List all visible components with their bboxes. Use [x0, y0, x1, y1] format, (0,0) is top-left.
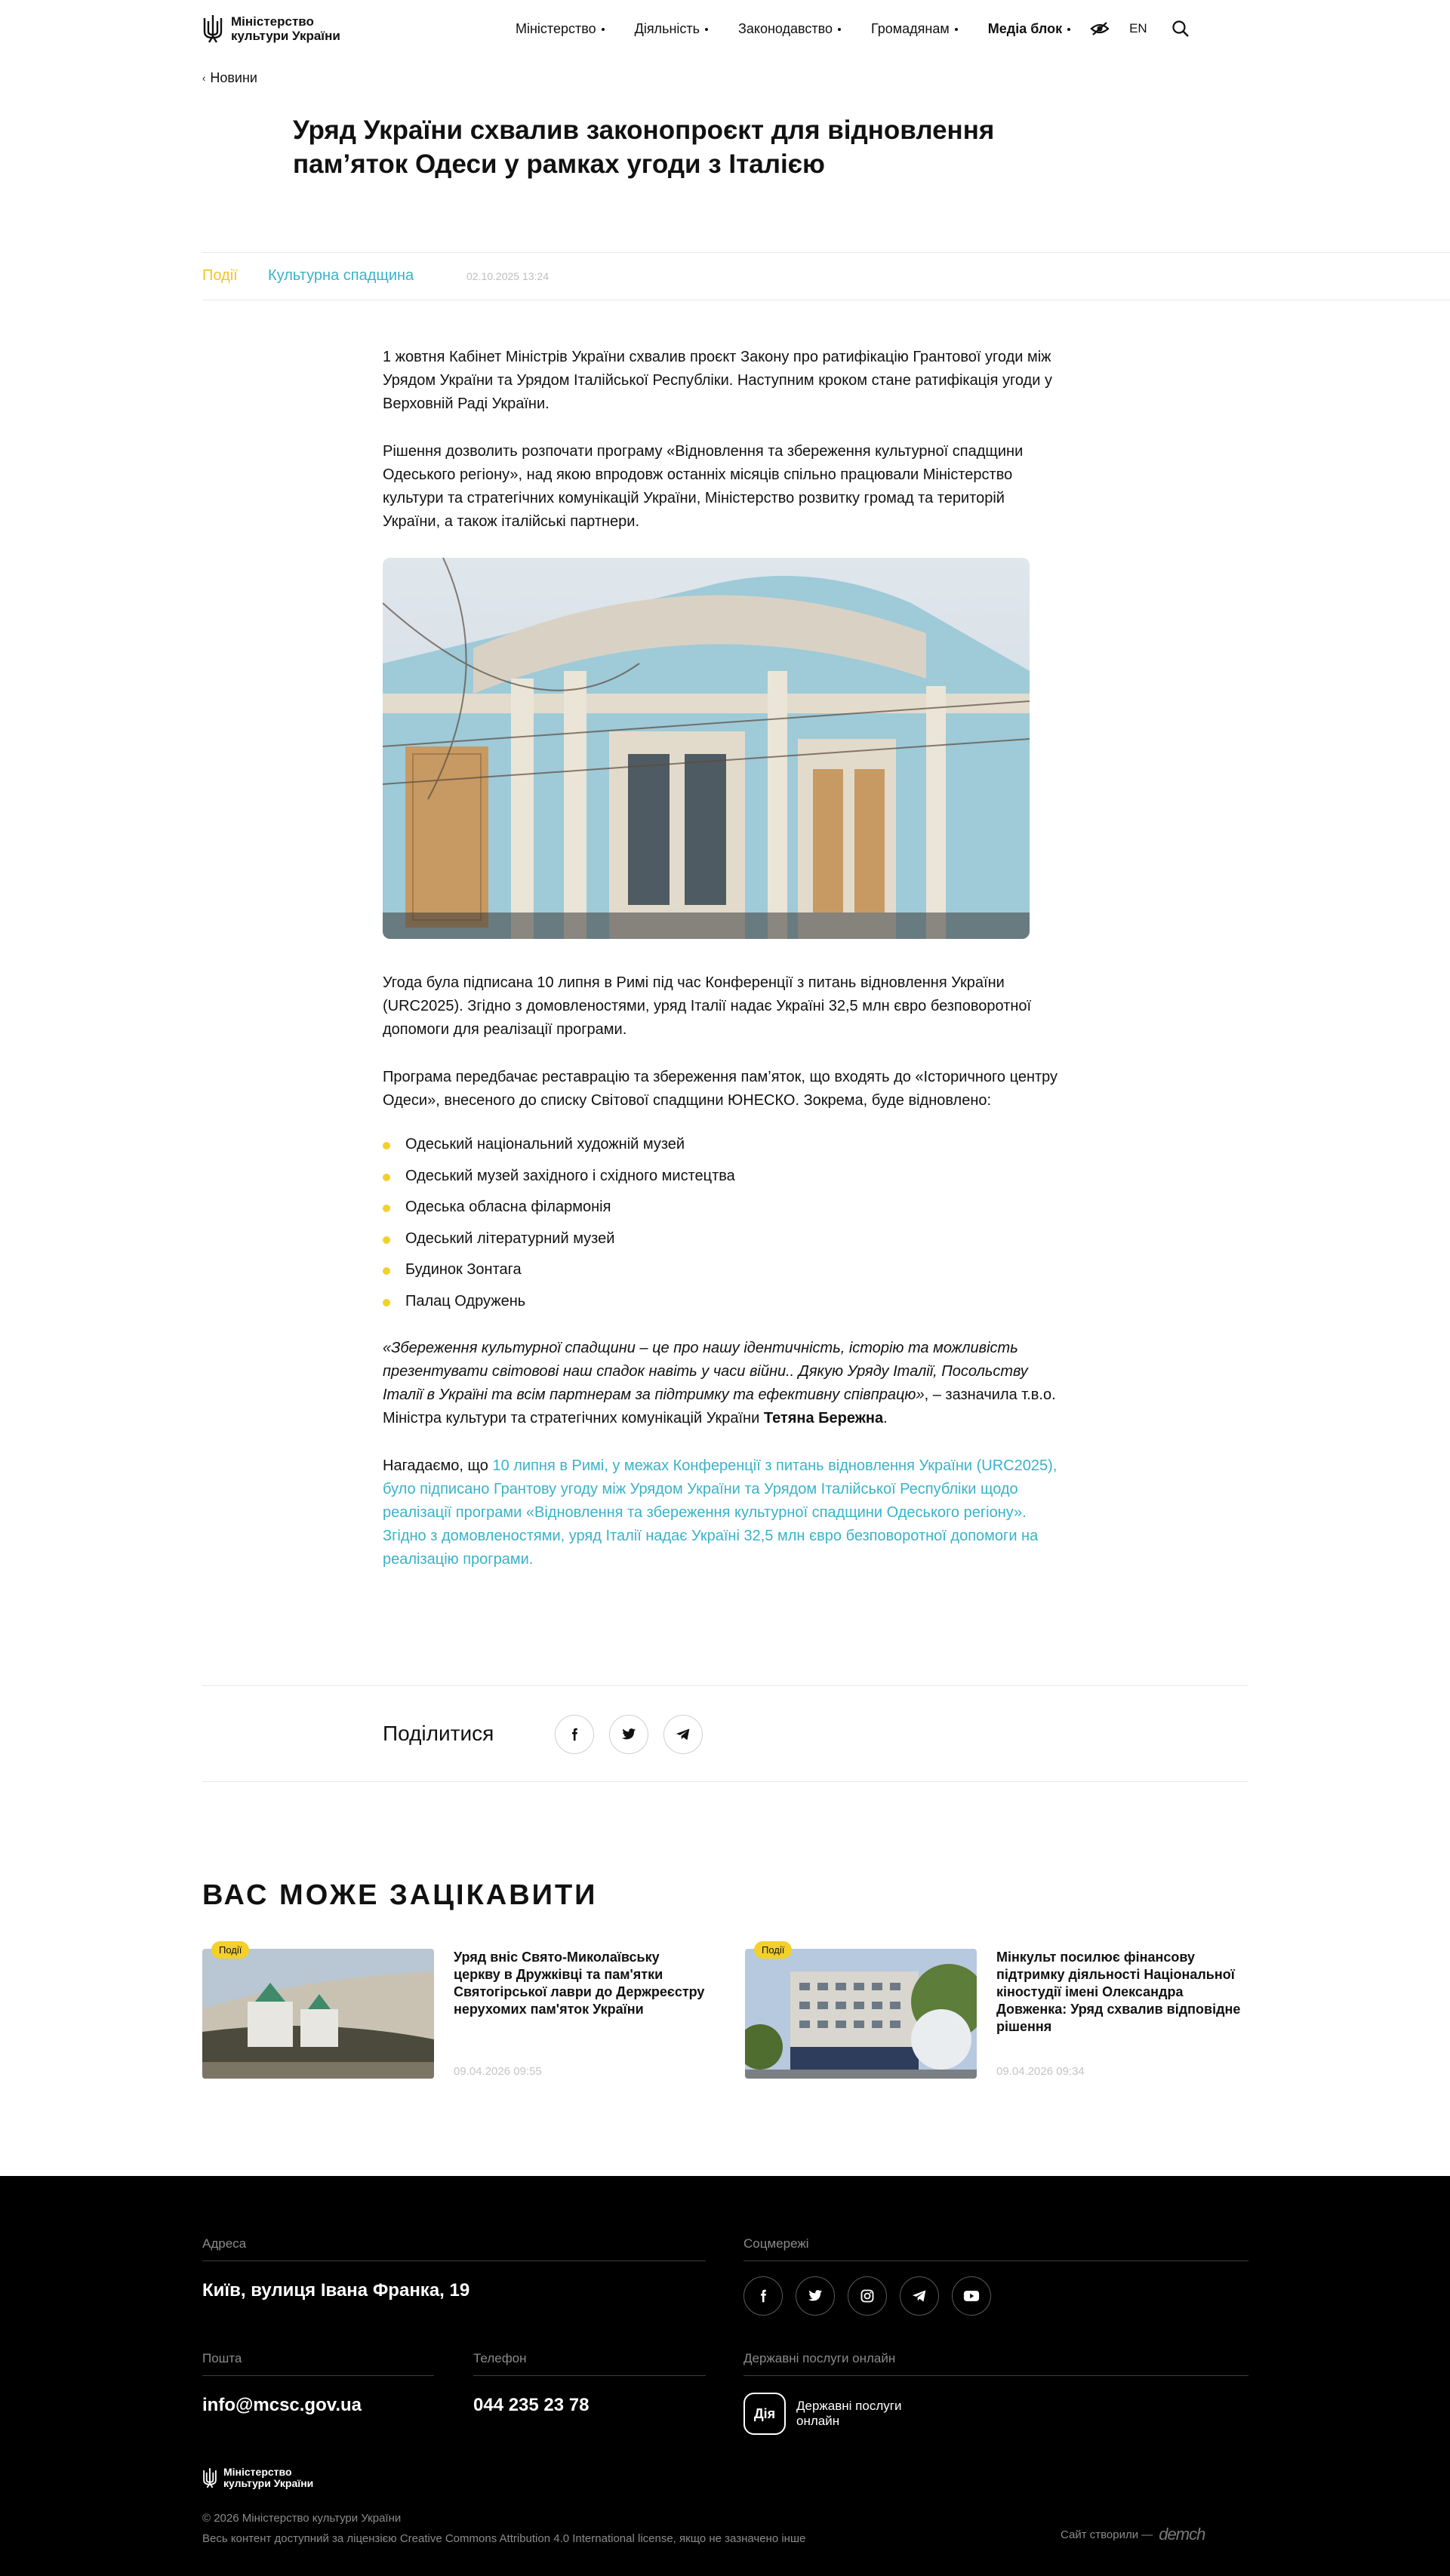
list-item: Одеський національний художній музей — [383, 1129, 1062, 1161]
nav-item-ministry[interactable]: Міністерство — [516, 21, 605, 37]
quote-author: Тетяна Бережна — [763, 1409, 884, 1426]
related-card[interactable] — [745, 1944, 1248, 2081]
diia-link[interactable] — [743, 2393, 925, 2435]
related-title: ВАС МОЖЕ ЗАЦІКАВИТИ — [202, 1879, 598, 1911]
list-item: Одеський музей західного і східного мистецтва — [383, 1161, 1062, 1193]
telegram-icon[interactable] — [663, 1715, 703, 1754]
nav-item-legislation[interactable]: Законодавство — [738, 21, 841, 37]
studio-logo: demch — [1159, 2525, 1205, 2544]
accessibility-eye-icon[interactable] — [1090, 21, 1110, 36]
twitter-icon[interactable] — [609, 1715, 648, 1754]
article-meta — [202, 252, 1450, 300]
related-card-image — [745, 1949, 977, 2079]
divider — [202, 2375, 434, 2376]
site-header — [0, 0, 1450, 60]
chevron-down-icon — [838, 28, 841, 31]
list-item: Одеська обласна філармонія — [383, 1192, 1062, 1223]
nav-item-media[interactable]: Медіа блок — [988, 21, 1070, 37]
search-icon[interactable] — [1171, 20, 1190, 38]
trident-icon — [202, 2467, 217, 2489]
chevron-left-icon: ‹ — [202, 72, 206, 84]
social-label: Соцмережі — [743, 2236, 809, 2251]
youtube-icon[interactable] — [952, 2276, 991, 2316]
article-paragraph: Рішення дозволить розпочати програму «Відновлення та збереження культурної спадщини Одеського регіону», над якою впродовж останніх місяців спільно працювали Міністерство культури та стратегічних комунікацій України, Міністерство розвитку громад та територій України, а також італійські партнери. — [383, 443, 1024, 530]
list-item: Одеський літературний музей — [383, 1223, 1062, 1255]
facebook-icon[interactable] — [743, 2276, 783, 2316]
category-link-heritage[interactable]: Культурна спадщина — [268, 267, 414, 284]
license-text: Весь контент доступний за ліцензією Creative Commons Attribution 4.0 International license, якщо не зазначено інше — [202, 2532, 806, 2545]
nav-item-citizens[interactable]: Громадянам — [871, 21, 958, 37]
nav-item-activity[interactable]: Діяльність — [635, 21, 708, 37]
mail-label: Пошта — [202, 2351, 242, 2365]
phone-link[interactable]: 044 235 23 78 — [473, 2395, 590, 2415]
article-body — [383, 346, 1062, 1596]
social-links — [743, 2276, 991, 2316]
article-title: Уряд України схвалив законопроєкт для відновлення пам’яток Одеси у рамках угоди з Італією — [293, 115, 995, 179]
category-badge: Події — [754, 1941, 792, 1959]
monuments-list — [383, 1129, 1062, 1318]
chevron-down-icon — [1067, 28, 1070, 31]
chevron-down-icon — [955, 28, 958, 31]
main-nav — [516, 20, 1190, 38]
facebook-icon[interactable] — [555, 1715, 594, 1754]
footer-logo[interactable]: Міністерство культури України — [202, 2467, 313, 2489]
article-paragraph: Угода була підписана 10 липня в Римі під час Конференції з питань відновлення України (URC2025). Згідно з домовленостями, уряд Італії надає Україні 32,5 млн євро безповоротної допомоги для реалізації програми. — [383, 974, 1032, 1038]
telegram-icon[interactable] — [900, 2276, 939, 2316]
article-paragraph: 1 жовтня Кабінет Міністрів України схвалив проєкт Закону про ратифікацію Грантової угоди між Урядом України та Урядом Італійської Республіки. Наступним кроком стане ратифікація угоди у Верховній Раді України. — [383, 349, 1052, 412]
related-card-title: Мінкульт посилює фінансову підтримку діяльності Національної кіностудії імені Олександра Довженка: Уряд схвалив відповідне рішення — [996, 1950, 1241, 2034]
twitter-icon[interactable] — [796, 2276, 835, 2316]
chevron-down-icon — [602, 28, 605, 31]
article-photo — [383, 558, 1030, 939]
article-quote: «Збереження культурної спадщини – це про нашу ідентичність, історію та можливість презентувати світовові наш спадок навіть у часи війни.. Дякую Уряду Італії, Посольству Італії в Україні та всім партнерам за підтримку та ефективну співпрацю», – зазначила т.в.о. Міністра культури та стратегічних комунікацій України Тетяна Бережна. — [383, 1339, 1056, 1426]
language-switch[interactable]: EN — [1129, 21, 1147, 35]
phone-label: Телефон — [473, 2351, 527, 2365]
trident-icon — [202, 14, 223, 44]
site-logo[interactable] — [202, 14, 340, 44]
related-card-title: Уряд вніс Свято-Миколаївську церкву в Дружківці та пам'ятки Святогірської лаври до Держреєстру нерухомих пам'яток України — [454, 1950, 705, 2017]
diia-logo: Дія — [743, 2393, 786, 2435]
quote-text: «Збереження культурної спадщини – це про нашу ідентичність, історію та можливість презентувати світовові наш спадок навіть у часи війни.. Дякую Уряду Італії, Посольству Італії в Україні та всім партнерам за підтримку та ефективну співпрацю» — [383, 1339, 1028, 1403]
share-section — [202, 1685, 1248, 1782]
email-link[interactable]: info@mcsc.gov.ua — [202, 2395, 362, 2415]
instagram-icon[interactable] — [848, 2276, 887, 2316]
related-card-date: 09.04.2026 09:34 — [996, 2065, 1085, 2078]
copyright: © 2026 Міністерство культури України Весь контент доступний за ліцензією Creative Commons Attribution 4.0 International license, якщо не зазначено інше — [202, 2508, 805, 2549]
diia-text: Державні послуги онлайн — [796, 2399, 902, 2428]
services-label: Державні послуги онлайн — [743, 2351, 896, 2365]
article-inline-link[interactable]: 10 липня в Римі, у межах Конференції з питань відновлення України (URC2025), було підписано Грантову угоду між Урядом України та Урядом Італійської Республіки щодо реалізації програми «Відновлення та збереження культурної спадщини Одеського регіону». Згідно з домовленостями, уряд Італії надає Україні 32,5 млн євро безповоротної допомоги на реалізацію програми. — [383, 1457, 1057, 1568]
article-paragraph: Нагадаємо, що 10 липня в Римі, у межах Конференції з питань відновлення України (URC2025), було підписано Грантову угоду між Урядом України та Урядом Італійської Республіки щодо реалізації програми «Відновлення та збереження культурної спадщини Одеського регіону». Згідно з домовленостями, уряд Італії надає Україні 32,5 млн євро безповоротної допомоги на реалізацію програми. — [383, 1457, 1057, 1568]
article-date: 02.10.2025 13:24 — [466, 270, 549, 282]
divider — [743, 2375, 1248, 2376]
list-item: Будинок Зонтага — [383, 1254, 1062, 1286]
divider — [473, 2375, 706, 2376]
address-value: Київ, вулиця Івана Франка, 19 — [202, 2280, 470, 2301]
article-paragraph: Програма передбачає реставрацію та збереження пам’яток, що входять до «Історичного центру Одеси», внесеного до списку Світової спадщини ЮНЕСКО. Зокрема, буде відновлено: — [383, 1069, 1058, 1109]
category-badge: Події — [211, 1941, 249, 1959]
logo-text: Міністерство культури України — [231, 14, 340, 43]
related-card[interactable] — [202, 1944, 706, 2081]
made-by-link[interactable]: Сайт створили — demch — [1061, 2525, 1205, 2544]
address-label: Адреса — [202, 2236, 247, 2251]
related-card-date: 09.04.2026 09:55 — [454, 2065, 542, 2078]
category-link-events[interactable]: Події — [202, 267, 238, 284]
share-label: Поділитися — [383, 1722, 494, 1745]
site-footer — [0, 2176, 1450, 2576]
back-to-news-link[interactable]: ‹ Новини — [202, 70, 257, 85]
list-item: Палац Одружень — [383, 1286, 1062, 1318]
related-card-image — [202, 1949, 434, 2079]
chevron-down-icon — [705, 28, 708, 31]
